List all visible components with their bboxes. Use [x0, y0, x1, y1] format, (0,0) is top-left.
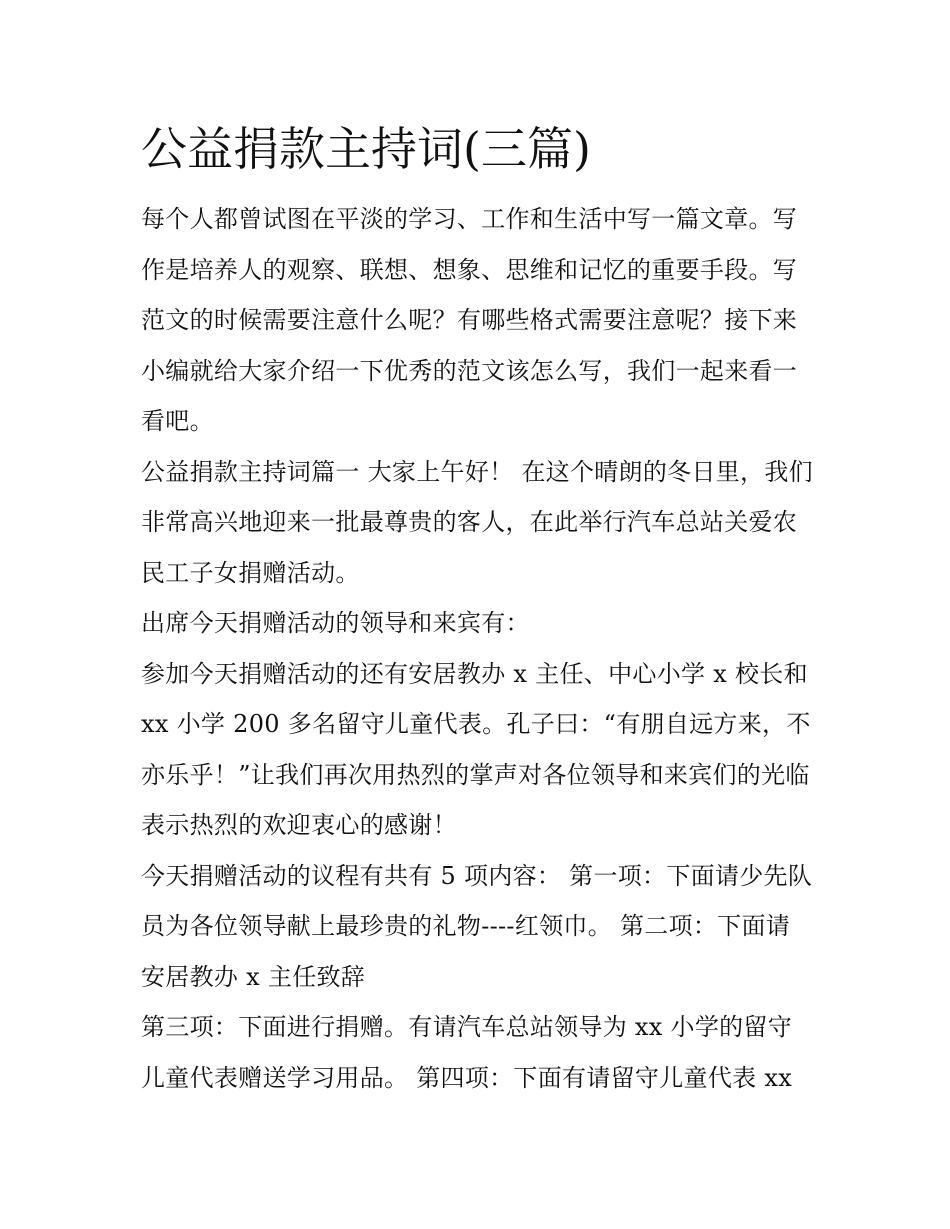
paragraph-greeting: 公益捐款主持词篇一 大家上午好！ 在这个晴朗的冬日里，我们非常高兴地迎来一批最尊贵的客人，在此举行汽车总站关爱农民工子女捐赠活动。 [141, 457, 813, 587]
paragraph-attendees: 出席今天捐赠活动的领导和来宾有： [141, 609, 530, 637]
page-title: 公益捐款主持词(三篇) [141, 122, 591, 176]
paragraph-participants: 参加今天捐赠活动的还有安居教办 x 主任、中心小学 x 校长和 xx 小学 200 多名留守儿童代表。孔子曰：“有朋自远方来，不亦乐乎！”让我们再次用热烈的掌声对各位领导和来宾们的光临表示热烈的欢迎衷心的感谢！ [141, 659, 811, 839]
document-body [141, 118, 813, 1103]
paragraph-intro: 每个人都曾试图在平淡的学习、工作和生活中写一篇文章。写作是培养人的观察、联想、想象、思维和记忆的重要手段。写范文的时候需要注意什么呢？有哪些格式需要注意呢？接下来小编就给大家介绍一下优秀的范文该怎么写，我们一起来看一看吧。 [141, 205, 798, 435]
paragraph-step-three: 第三项：下面进行捐赠。有请汽车总站领导为 xx 小学的留守儿童代表赠送学习用品。 第四项：下面有请留守儿童代表 xx [141, 1013, 793, 1092]
paragraph-agenda: 今天捐赠活动的议程有共有 5 项内容： 第一项：下面请少先队员为各位领导献上最珍贵的礼物----红领巾。 第二项：下面请安居教办 x 主任致辞 [141, 861, 813, 991]
